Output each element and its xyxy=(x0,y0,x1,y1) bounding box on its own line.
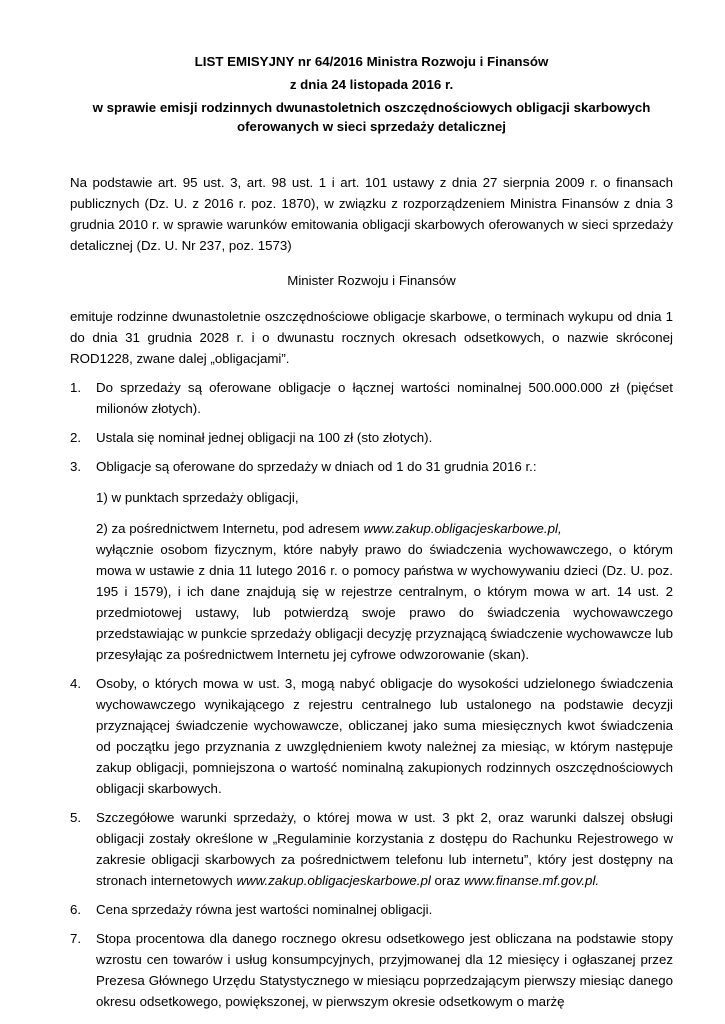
provisions-list xyxy=(70,377,673,1012)
document-date: z dnia 24 listopada 2016 r. xyxy=(289,77,454,92)
provision-item-6 xyxy=(70,899,673,920)
provision-item-7 xyxy=(70,928,673,1012)
provision-item-5 xyxy=(70,807,673,891)
issue-statement-paragraph: emituje rodzinne dwunastoletnie oszczędnościowe obligacje skarbowe, o terminach wykupu od dnia 1 do dnia 31 grudnia 2028 r. i o dwunastu rocznych okresach odsetkowych, o nazwie skróconej ROD1228, zwane dalej „obligacjami”. xyxy=(70,309,673,366)
provision-text: Do sprzedaży są oferowane obligacje o łącznej wartości nominalnej 500.000.000 zł (pięćset milionów złotych). xyxy=(96,380,673,416)
provision-text: Szczegółowe warunki sprzedaży, o której mowa w ust. 3 pkt 2, oraz warunki dalszej obsługi obligacji zostały określone w „Regulaminie korzystania z dostępu do Rachunku Rejestrowego w zakresie obligacji skarbowych za pośrednictwem telefonu lub internetu”, który jest dostępny na stronach internetowych xyxy=(96,810,673,888)
provision-text: Ustala się nominał jednej obligacji na 100 zł (sto złotych). xyxy=(96,430,433,445)
subpoint-1: 1) w punktach sprzedaży obligacji, xyxy=(96,490,299,505)
provision-text: Cena sprzedaży równa jest wartości nominalnej obligacji. xyxy=(96,902,433,917)
provision-text: Stopa procentowa dla danego rocznego okresu odsetkowego jest obliczana na podstawie stopy wzrostu cen towarów i usług konsumpcyjnych, przyjmowanej dla 12 miesięcy i ogłaszanej przez Prezesa Głównego Urzędu Statystycznego w miesiącu poprzedzającym pierwszy miesiąc danego okresu odsetkowego, powiększonej, w pierwszym okresie odsetkowym o marżę xyxy=(96,931,673,1009)
provision-number: 4. xyxy=(70,676,82,691)
provision-text: Obligacje są oferowane do sprzedaży w dniach od 1 do 31 grudnia 2016 r.: xyxy=(96,459,537,474)
subpoint-2-description: wyłącznie osobom fizycznym, które nabyły prawo do świadczenia wychowawczego, o którym mowa w ustawie z dnia 11 lutego 2016 r. o pomocy państwa w wychowywaniu dzieci (Dz. U. poz. 195 i 1579), i ich dane znajdują się w rejestrze centralnym, o którym mowa w art. 14 ust. 2 przedmiotowej ustawy, lub potwierdzą swoje prawo do świadczenia wychowawczego przedstawiając w punkcie sprzedaży obligacji decyzję przyznającą świadczenie wychowawcze lub przesyłając za pośrednictwem Internetu jej cyfrowe odwzorowanie (skan). xyxy=(96,542,673,662)
document-header xyxy=(70,52,673,136)
provision-number: 7. xyxy=(70,931,82,946)
provision-number: 5. xyxy=(70,810,82,825)
subpoint-2-prefix: 2) za pośrednictwem Internetu, pod adresem xyxy=(96,521,364,536)
document-subject-line-2: oferowanych w sieci sprzedaży detalicznej xyxy=(237,119,506,134)
website-link-zakup[interactable]: www.zakup.obligacjeskarbowe.pl xyxy=(236,873,431,888)
document-subject-line-1: w sprawie emisji rodzinnych dwunastoletnich oszczędnościowych obligacji skarbowych xyxy=(92,100,651,115)
provision-item-4 xyxy=(70,673,673,799)
provision-item-3 xyxy=(70,456,673,665)
subpoint-2 xyxy=(96,518,673,665)
issuer-heading: Minister Rozwoju i Finansów xyxy=(287,273,456,288)
provision-number: 3. xyxy=(70,459,82,474)
legal-basis-paragraph: Na podstawie art. 95 ust. 3, art. 98 ust. 1 i art. 101 ustawy z dnia 27 sierpnia 2009 r. o finansach publicznych (Dz. U. z 2016 r. poz. 1870), w związku z rozporządzeniem Ministra Finansów z dnia 3 grudnia 2010 r. w sprawie warunków emitowania obligacji skarbowych oferowanych w sieci sprzedaży detalicznej (Dz. U. Nr 237, poz. 1573) xyxy=(70,175,673,253)
provision-number: 1. xyxy=(70,380,82,395)
provision-text: Osoby, o których mowa w ust. 3, mogą nabyć obligacje do wysokości udzielonego świadczenia wychowawczego wynikającego z rejestru centralnego lub ustalonego na podstawie decyzji przyznającej świadczenie wychowawcze, obliczanej jako suma miesięcznych kwot świadczenia od początku jego przyznania z uwzględnieniem kwoty należnej za miesiąc, w którym następuje zakup obligacji, pomniejszona o wartość nominalną zakupionych rodzinnych oszczędnościowych obligacji skarbowych. xyxy=(96,676,673,796)
provision-number: 2. xyxy=(70,430,82,445)
document-title: LIST EMISYJNY nr 64/2016 Ministra Rozwoju i Finansów xyxy=(194,54,549,69)
provision-text-conjunction: oraz xyxy=(430,873,465,888)
subpoint-2-link[interactable]: www.zakup.obligacjeskarbowe.pl, xyxy=(363,521,562,536)
provision-number: 6. xyxy=(70,902,82,917)
website-link-finanse[interactable]: www.finanse.mf.gov.pl. xyxy=(464,873,600,888)
provision-item-1 xyxy=(70,377,673,419)
provision-item-2 xyxy=(70,427,673,448)
